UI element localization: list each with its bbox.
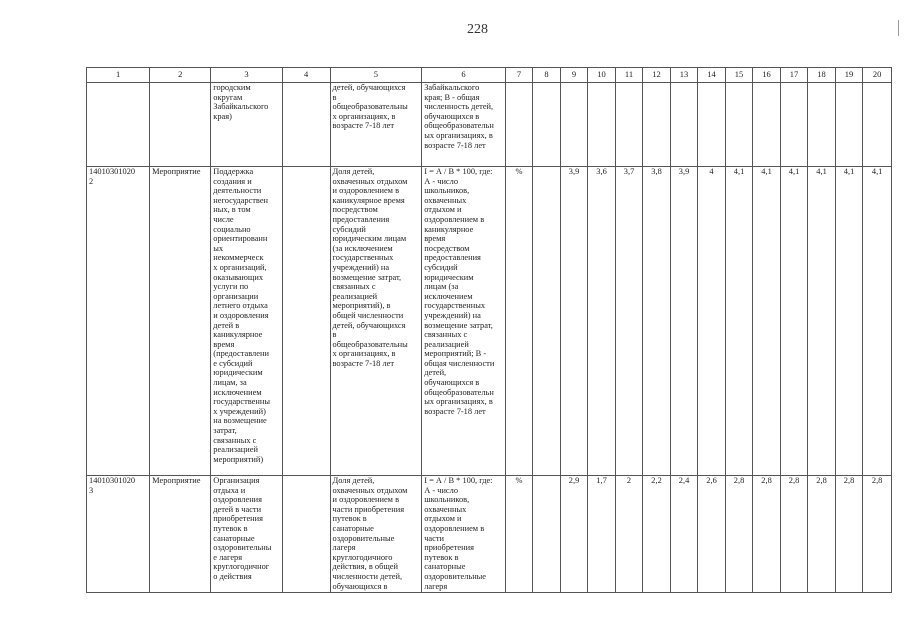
column-header: 8 xyxy=(533,68,561,83)
code-cell: 14010301020 3 xyxy=(87,476,150,593)
table-row xyxy=(87,83,892,167)
type-cell: Мероприятие xyxy=(150,476,211,593)
value-cell xyxy=(588,83,616,167)
formula-cell: I = А / В * 100, где: А - число школьников, охваченных отдыхом и оздоровлением в части приобретения путевок в санаторные оздоровительные лагеря xyxy=(422,476,506,593)
value-cell xyxy=(780,83,808,167)
column-header: 1 xyxy=(87,68,150,83)
column-header: 11 xyxy=(615,68,643,83)
type-cell: Мероприятие xyxy=(150,167,211,476)
column-header: 13 xyxy=(670,68,698,83)
column-header: 5 xyxy=(330,68,422,83)
unit-cell: % xyxy=(505,476,533,593)
value-cell xyxy=(835,83,863,167)
value-cell xyxy=(725,83,753,167)
value-cell xyxy=(698,83,726,167)
name-cell: Организация отдыха и оздоровления детей в части приобретения путевок в санаторные оздоровительны е лагеря круглогодичног о действия xyxy=(211,476,282,593)
indicator-cell: детей, обучающихся в общеобразовательны х организациях, в возрасте 7-18 лет xyxy=(330,83,422,167)
value-cell: 4,1 xyxy=(725,167,753,476)
column-header: 6 xyxy=(422,68,506,83)
value-cell xyxy=(863,83,892,167)
column-header: 16 xyxy=(753,68,781,83)
name-cell: городским округам Забайкальского края) xyxy=(211,83,282,167)
col4-cell xyxy=(282,476,330,593)
type-cell xyxy=(150,83,211,167)
unit-cell xyxy=(505,83,533,167)
header-row xyxy=(87,68,892,83)
column-header: 10 xyxy=(588,68,616,83)
unit-cell: % xyxy=(505,167,533,476)
value-cell: 1,7 xyxy=(588,476,616,593)
value-cell: 2,8 xyxy=(835,476,863,593)
formula-cell: I = А / В * 100, где: А - число школьников, охваченных отдыхом и оздоровлением в каникулярное время посредством предоставления субсидий юридическим лицам (за исключением государственных учреждений) на возмещение затрат, связанных с реализацией мероприятий; В - общая численности детей, обучающихся в общеобразовательн ых организациях, в возрасте 7-18 лет xyxy=(422,167,506,476)
value-cell: 3,9 xyxy=(670,167,698,476)
value-cell xyxy=(560,83,588,167)
value-cell: 4,1 xyxy=(780,167,808,476)
column-header: 7 xyxy=(505,68,533,83)
value-cell: 2,4 xyxy=(670,476,698,593)
col4-cell xyxy=(282,167,330,476)
value-cell: 2,8 xyxy=(808,476,836,593)
value-cell: 3,7 xyxy=(615,167,643,476)
value-cell: 2,6 xyxy=(698,476,726,593)
edge-mark xyxy=(898,20,899,36)
indicator-cell: Доля детей, охваченных отдыхом и оздоровлением в каникулярное время посредством предоставления субсидий юридическим лицам (за исключением государственных учреждений) на возмещение затрат, связанных с реализацией мероприятий), в общей численности детей, обучающихся в общеобразовательны х организациях, в возрасте 7-18 лет xyxy=(330,167,422,476)
value-cell: 4 xyxy=(698,167,726,476)
name-cell: Поддержка создания и деятельности негосударствен ных, в том числе социально ориентированн ых некоммерческ х организаций, оказывающих услуги по организации летнего отдыха и оздоровления детей в каникулярное время (предоставлени е субсидий юридическим лицам, за исключением государственны х учреждений) на возмещение затрат, связанных с реализацией мероприятий) xyxy=(211,167,282,476)
value-cell: 3,9 xyxy=(560,167,588,476)
value-cell xyxy=(643,83,671,167)
column-header: 9 xyxy=(560,68,588,83)
value-cell: 2 xyxy=(615,476,643,593)
column-header: 12 xyxy=(643,68,671,83)
column-header: 2 xyxy=(150,68,211,83)
column-header: 15 xyxy=(725,68,753,83)
value-cell: 2,8 xyxy=(725,476,753,593)
indicator-cell: Доля детей, охваченных отдыхом и оздоровлением в части приобретения путевок в санаторные оздоровительные лагеря круглогодичного действия, в общей численности детей, обучающихся в xyxy=(330,476,422,593)
page-number: 228 xyxy=(467,22,488,37)
value-cell: 4,1 xyxy=(753,167,781,476)
value-cell: 4,1 xyxy=(863,167,892,476)
value-cell: 4,1 xyxy=(835,167,863,476)
column-header: 18 xyxy=(808,68,836,83)
column-header: 20 xyxy=(863,68,892,83)
column-header: 14 xyxy=(698,68,726,83)
value-cell xyxy=(533,83,561,167)
value-cell xyxy=(533,167,561,476)
value-cell: 3,8 xyxy=(643,167,671,476)
value-cell: 2,2 xyxy=(643,476,671,593)
col4-cell xyxy=(282,83,330,167)
code-cell: 14010301020 2 xyxy=(87,167,150,476)
value-cell: 2,8 xyxy=(780,476,808,593)
value-cell: 2,9 xyxy=(560,476,588,593)
column-header: 19 xyxy=(835,68,863,83)
table-row xyxy=(87,476,892,593)
value-cell xyxy=(753,83,781,167)
table-row xyxy=(87,167,892,476)
value-cell: 3,6 xyxy=(588,167,616,476)
formula-cell: Забайкальского края; В - общая численность детей, обучающихся в общеобразовательн ых организациях, в возрасте 7-18 лет xyxy=(422,83,506,167)
value-cell xyxy=(670,83,698,167)
column-header: 17 xyxy=(780,68,808,83)
column-header: 3 xyxy=(211,68,282,83)
code-cell xyxy=(87,83,150,167)
value-cell: 2,8 xyxy=(753,476,781,593)
value-cell: 4,1 xyxy=(808,167,836,476)
value-cell xyxy=(808,83,836,167)
value-cell xyxy=(615,83,643,167)
value-cell xyxy=(533,476,561,593)
value-cell: 2,8 xyxy=(863,476,892,593)
indicators-table xyxy=(86,67,892,593)
column-header: 4 xyxy=(282,68,330,83)
